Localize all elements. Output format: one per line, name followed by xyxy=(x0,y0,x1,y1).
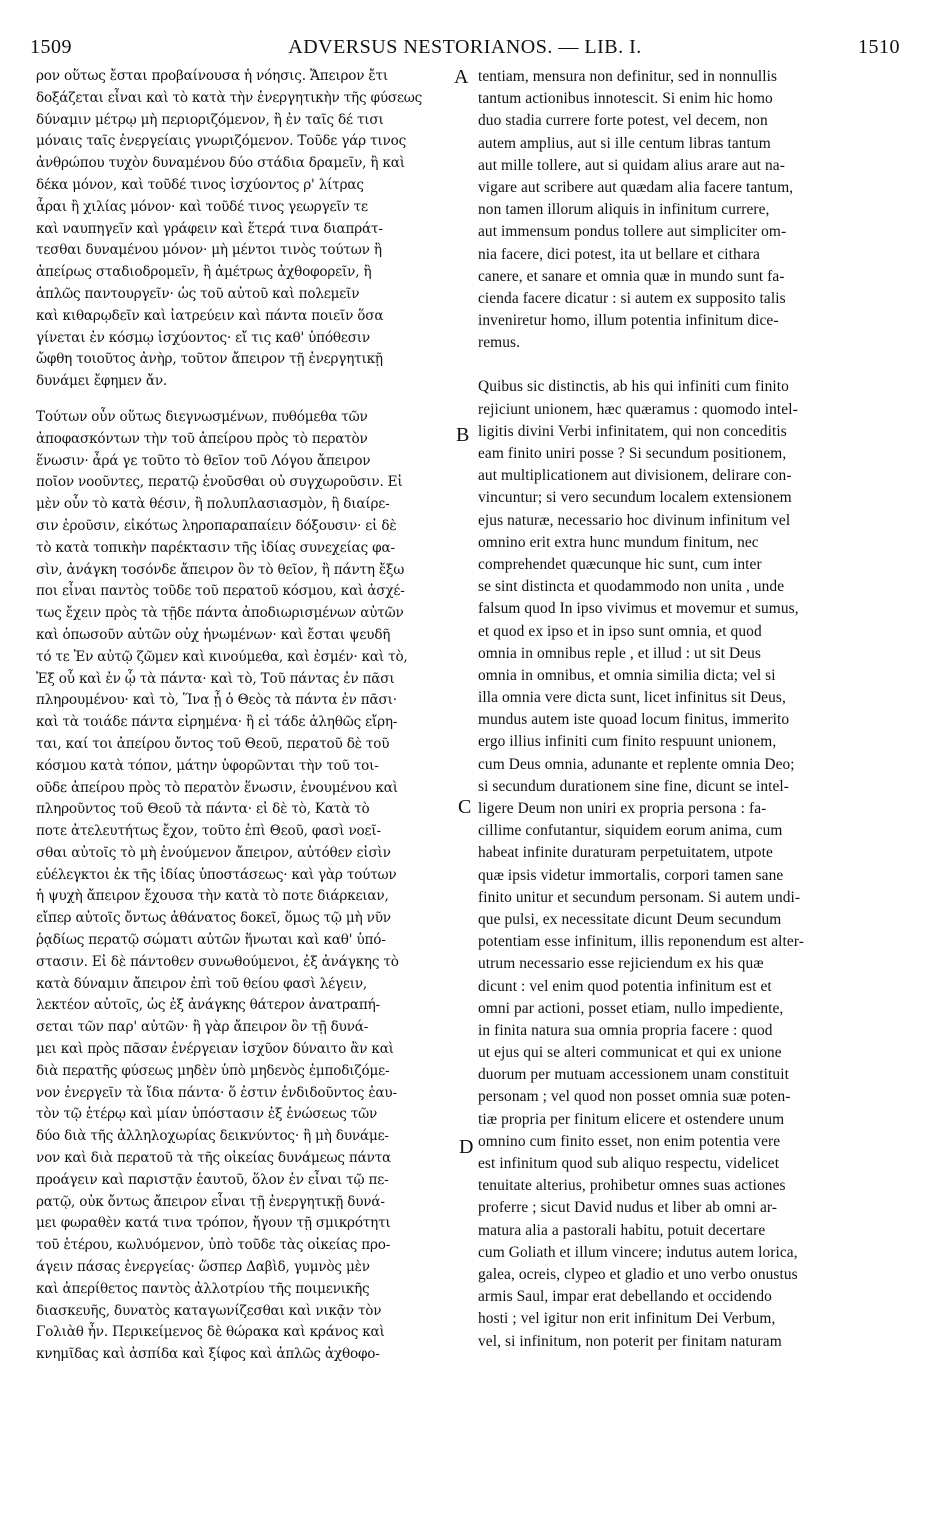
text-line: κόσμου κατὰ τόπον, μάτην ὑφορῶνται τὴν τοῦ τοι- xyxy=(36,757,379,774)
text-line: tenuitate alterius, prohibetur omnes suas actiones xyxy=(478,1177,786,1195)
text-line: et quod ex ipso et in ipso sunt omnia, et quod xyxy=(478,622,762,640)
text-line: tentiam, mensura non definitur, sed in nonnullis xyxy=(478,68,778,85)
text-line: vincuntur; si vero secundum localem extensionem xyxy=(478,489,792,507)
text-line: proferre ; sicut David nudus et liber ab omni ar- xyxy=(478,1199,778,1217)
text-line: remus. xyxy=(478,334,521,352)
text-line: τό τε Ἐν αὐτῷ ζῶμεν καὶ κινούμεθα, καὶ ἐσμέν· καὶ τὸ, xyxy=(36,648,408,665)
text-line: cillime confutantur, siquidem eorum anima, cum xyxy=(478,822,783,840)
text-line: ται, καί τοι ἀπείρου ὄντος τοῦ Θεοῦ, περατοῦ δὲ τοῦ xyxy=(36,735,390,752)
text-line: in finita natura sua omnia propria facere : quod xyxy=(478,1021,773,1039)
text-line: κατὰ δύναμιν ἄπειρον ἐπὶ τοῦ θείου φασὶ λέγειν, xyxy=(36,975,368,992)
text-line: σιν ἐροῦσιν, εἰκότως ληροπαραπαίειν δόξουσιν· εἰ δὲ xyxy=(36,517,397,534)
text-line: eam finito uniri posse ? Si secundum positionem, xyxy=(478,445,787,462)
text-line: omni par actioni, posset etiam, nullo impediente, xyxy=(478,999,784,1017)
text-line: δοξάζεται εἶναι καὶ τὸ κατὰ τὴν ἐνεργητικὴν τῆς φύσεως xyxy=(36,89,423,106)
text-line: τὸν τῷ ἑτέρῳ καὶ μίαν ὑπόστασιν ἐξ ἑνώσεως τῶν xyxy=(36,1106,378,1123)
text-line: εὐέλεγκτοι ἐκ τῆς ἰδίας ὑποστάσεως· καὶ γὰρ τούτων xyxy=(36,866,397,883)
text-line: falsum quod In ipso vivimus et movemur et sumus, xyxy=(478,600,799,618)
text-line: τως ἔχειν πρὸς τὰ τῇδε πάντα ἀποδιωρισμένων αὐτῶν xyxy=(36,605,404,622)
margin-marker-a: A xyxy=(454,66,469,88)
text-line: omnia in omnibus, et omnia similia dicta; vel si xyxy=(478,666,776,684)
text-line: vigare aut scribere aut quædam alia facere tantum, xyxy=(478,178,794,196)
text-line: ἀποφασκόντων τὴν τοῦ ἀπείρου πρὸς τὸ περατὸν xyxy=(36,430,368,447)
text-line: Ἐξ οὗ καὶ ἐν ᾧ τὰ πάντα· καὶ τὸ, Τοῦ πάντας ἐν πᾶσι xyxy=(36,670,395,687)
text-line: πληρουμένου· καὶ τὸ, Ἵνα ᾖ ὁ Θεὸς τὰ πάντα ἐν πᾶσι· xyxy=(36,692,397,709)
text-line: omnino erit extra hunc mundum finitum, nec xyxy=(478,533,759,551)
latin-text-column xyxy=(478,66,890,1353)
paragraph-gap xyxy=(36,393,458,407)
text-line: hosti ; vel igitur non erit infinitum Dei Verbum, xyxy=(478,1310,776,1328)
text-line: μὲν οὖν τὸ κατὰ θέσιν, ἢ πολυπλασιασμὸν, ἢ διαίρε- xyxy=(36,496,390,513)
text-line: canere, et sanare et omnia quæ in mundo sunt fa- xyxy=(478,267,785,285)
text-line: duo stadia currere forte potest, vel decem, non xyxy=(478,112,768,130)
text-line: Τούτων οὖν οὕτως διεγνωσμένων, πυθόμεθα τῶν xyxy=(36,408,368,425)
text-line: potentiam esse infinitum, illis reponendum est alter- xyxy=(478,933,804,951)
text-line: εἴπερ αὐτοῖς ὄντως ἀθάνατος δοκεῖ, ὅμως τῷ μὴ νῦν xyxy=(36,910,391,927)
text-line: ἀπείρως σταδιοδρομεῖν, ἢ ἀμέτρως ἀχθοφορεῖν, ἢ xyxy=(36,264,372,281)
text-line: aut multiplicationem aut divisionem, delirare con- xyxy=(478,467,792,485)
text-line: cienda facere dicatur : si autem ex supposito talis xyxy=(478,289,786,307)
text-line: στασιν. Εἰ δὲ πάντοθεν συνωθούμενοι, ἐξ ἀνάγκης τὸ xyxy=(36,953,399,970)
text-line: ut ejus qui se alteri communicat et qui ex unione xyxy=(478,1044,782,1062)
text-line: προάγειν καὶ παριστᾷν ἑαυτοῦ, ὅλον ἐν εἶναι τῷ πε- xyxy=(36,1171,389,1188)
text-line: νον ἐνεργεῖν τὰ ἴδια πάντα· ὅ ἐστιν ἐνδιδοῦντος ἑαυ- xyxy=(36,1084,397,1101)
text-line: matura alia a pastorali habitu, potuit decertare xyxy=(478,1221,766,1239)
page-number-left: 1509 xyxy=(30,36,72,58)
text-line: rejiciunt unionem, hæc quæramus : quomodo intel- xyxy=(478,400,798,418)
text-line: άγειν πάσας ἐνεργείας· ὥσπερ Δαβὶδ, γυμνὸς μὲν xyxy=(36,1259,370,1276)
text-line: si secundum durationem sine fine, dicunt se intel- xyxy=(478,777,790,795)
text-line: λεκτέον αὐτοῖς, ὡς ἐξ ἀνάγκης θάτερον ἀνατραπή- xyxy=(36,997,380,1014)
text-line: μόναις ταῖς ἐνεργείαις γνωριζόμενον. Τοῦδε γάρ τινος xyxy=(36,133,406,150)
text-line: quæ ipsis videtur immortalis, corpori tamen sane xyxy=(478,866,784,884)
text-line: δέκα μόνον, καὶ τοῦδέ τινος ἰσχύοντος ρ' λίτρας xyxy=(36,176,364,193)
text-line: καὶ κιθαρῳδεῖν καὶ ἰατρεύειν καὶ πάντα ποιεῖν ὅσα xyxy=(36,307,384,324)
text-line: διασκευῆς, δυνατὸς καταγωνίζεσθαι καὶ νικᾷν τὸν xyxy=(36,1302,382,1319)
text-line: mundus autem iste quoad locum finitus, immerito xyxy=(478,711,790,729)
page-number-right: 1510 xyxy=(858,36,900,58)
text-line: Quibus sic distinctis, ab his qui infiniti cum finito xyxy=(478,378,789,396)
text-line: νον καὶ διὰ περατοῦ τὰ τῆς οἰκείας δυνάμεως πάντα xyxy=(36,1150,391,1167)
text-line: Γολιὰθ ἦν. Περικείμενος δὲ θώρακα καὶ κράνος καὶ xyxy=(36,1324,385,1341)
text-line: καὶ ναυπηγεῖν καὶ γράφειν καὶ ἕτερά τινα διαπράτ- xyxy=(36,220,383,237)
text-line: aut immensum pondus tollere aut simpliciter om- xyxy=(478,223,787,241)
margin-marker-b: B xyxy=(456,424,470,446)
text-line: ἆραι ἢ χιλίας μόνον· καὶ τοῦδέ τινος γεωργεῖν τε xyxy=(36,198,368,215)
text-line: est infinitum quod sub aliquo respectu, videlicet xyxy=(478,1155,780,1172)
text-line: vel, si infinitum, non poterit per finitam naturam xyxy=(478,1332,782,1350)
text-line: galea, ocreis, clypeo et gladio et uno verbo onustus xyxy=(478,1265,798,1283)
text-line: illa omnia vere dicta sunt, licet infinitus sit Deus, xyxy=(478,689,786,707)
margin-marker-c: C xyxy=(458,796,472,818)
text-line: τοῦ ἑτέρου, κωλυόμενον, ὑπὸ τοῦδε τὰς οἰκείας προ- xyxy=(36,1237,391,1254)
text-line: ergo illius infiniti cum finito respuunt unionem, xyxy=(478,733,777,751)
text-line: tiæ propria per finitum elicere et ostendere unum xyxy=(478,1110,785,1128)
text-line: μει καὶ πρὸς πᾶσαν ἐνέργειαν ἰσχῦον δύναιτο ἂν καὶ xyxy=(36,1041,394,1058)
text-line: autem amplius, aut si ille centum libras tantum xyxy=(478,134,771,152)
text-line: καὶ ὁπωσοῦν αὐτῶν οὐχ ἡνωμένων· καὶ ἔσται ψευδῆ xyxy=(36,626,391,643)
text-line: armis Saul, impar erat debellando et occidendo xyxy=(478,1288,772,1306)
text-line: que pulsi, ex necessitate dicunt Deum secundum xyxy=(478,910,782,928)
text-line: γίνεται ἐν κόσμῳ ἰσχύοντος· εἴ τις καθ' ὑπόθεσιν xyxy=(36,329,370,346)
greek-text-column xyxy=(36,66,458,1366)
text-line: οῦδε ἀπείρου πρὸς τὸ περατὸν ἕνωσιν, ἑνουμένου καὶ xyxy=(36,779,398,796)
text-line: ποτε ἀτελευτήτως ἔχον, τοῦτο ἐπὶ Θεοῦ, φασὶ νοεῖ- xyxy=(36,823,381,840)
text-line: καὶ τὰ τοιάδε πάντα εἰρημένα· ἢ εἰ τάδε ἀληθῶς εἴρη- xyxy=(36,714,398,731)
text-line: ejus naturæ, necessario hoc divinum infinitum vel xyxy=(478,511,791,529)
text-line: omnino cum finito esset, non enim potentia vere xyxy=(478,1132,781,1150)
text-line: ligitis divini Verbi infinitatem, qui non conceditis xyxy=(478,422,787,440)
text-line: πληροῦντος τοῦ Θεοῦ τὰ πάντα· εἰ δὲ τὸ, Κατὰ τὸ xyxy=(36,801,370,818)
text-line: nia facere, dici potest, ita ut bellare et cithara xyxy=(478,245,760,263)
text-line: omnia in omnibus reple , et illud : ut sit Deus xyxy=(478,644,761,662)
text-line: habeat infinite duraturam perpetuitatem, utpote xyxy=(478,844,773,862)
text-line: μει φωραθὲν κατά τινα τρόπον, ἤγουν τῇ σμικρότητι xyxy=(36,1215,391,1232)
text-line: ρατῷ, οὐκ ὄντως ἄπειρον εἶναι τῇ ἐνεργητικῇ δυνά- xyxy=(36,1193,385,1210)
text-line: non tamen illorum aliquis in infinitum currere, xyxy=(478,201,770,219)
text-line: cum Goliath et illum vincere; indutus autem lorica, xyxy=(478,1243,798,1261)
text-line: διὰ περατῆς φύσεως μηδὲν ὑπὸ μηδενὸς ἐμποδιζόμε- xyxy=(36,1062,390,1079)
text-line: inveniretur homo, illum potentia infinitum dice- xyxy=(478,312,779,330)
text-line: ἕνωσιν· ἆρά γε τοῦτο τὸ θεῖον τοῦ Λόγου ἄπειρον xyxy=(36,452,371,469)
text-line: ῥᾳδίως περατῷ σώματι αὐτῶν ἥνωται καὶ καθ' ὑπό- xyxy=(36,932,386,949)
margin-marker-d: D xyxy=(459,1136,474,1158)
text-line: aut mille tollere, aut si quidam alius arare aut na- xyxy=(478,156,785,174)
text-line: finito unitur et secundum personam. Si autem undi- xyxy=(478,888,801,906)
text-line: δυνάμει ἔφημεν ἄν. xyxy=(36,373,168,390)
text-line: τεσθαι δυναμένου μόνον· μὴ μέντοι τινὸς τούτων ἢ xyxy=(36,242,382,259)
text-line: σὶν, ἀνάγκη τοσόνδε ἄπειρον ὂν τὸ θεῖον, ἢ πάντη ἔξω xyxy=(36,561,405,578)
text-line: ἡ ψυχὴ ἄπειρον ἔχουσα τὴν κατὰ τὸ ποτε διάρκειαν, xyxy=(36,888,389,905)
text-line: καὶ ἀπερίθετος παντὸς ἀλλοτρίου τῆς ποιμενικῆς xyxy=(36,1280,370,1297)
text-line: se sint distincta et quodammodo non unita , unde xyxy=(478,578,785,596)
text-line: σθαι αὐτοῖς τὸ μὴ ἑνούμενον ἄπειρον, αὐτόθεν εἰσὶν xyxy=(36,844,391,861)
text-line: κνημῖδας καὶ ἀσπίδα καὶ ξίφος καὶ ἁπλῶς ἀχθοφο- xyxy=(36,1346,380,1363)
text-line: ὤφθη τοιοῦτος ἀνὴρ, τοῦτον ἄπειρον τῇ ἐνεργητικῇ xyxy=(36,351,383,368)
text-line: personam ; vel quod non posset omnia suæ poten- xyxy=(478,1088,791,1106)
text-line: δύο διὰ τῆς ἀλληλοχωρίας δεικνύντος· ἢ μὴ δυνάμε- xyxy=(36,1128,389,1145)
text-line: comprehendet quæcunque hic sunt, cum inter xyxy=(478,555,762,573)
text-line: duorum per mutuam accessionem unam constituit xyxy=(478,1066,789,1084)
text-line: τὸ κατὰ τοπικὴν παρέκτασιν τῆς ἰδίας συνεχείας φα- xyxy=(36,539,395,556)
text-line: ρον οὕτως ἔσται προβαίνουσα ἡ νόησις. Ἄπειρον ἔτι xyxy=(36,68,388,84)
text-line: utrum necessario esse rejiciendum ex his quæ xyxy=(478,955,764,973)
running-header xyxy=(30,36,900,66)
text-line: tantum actionibus innotescit. Si enim hic homo xyxy=(478,90,773,108)
paragraph-gap xyxy=(478,354,890,376)
text-line: ποῖον νοοῦντες, περατῷ ἑνοῦσθαι οὐ συγχωροῦσιν. Εἰ xyxy=(36,474,403,491)
text-line: ἁπλῶς παντουργεῖν· ὡς τοῦ αὐτοῦ καὶ πολεμεῖν xyxy=(36,285,360,302)
text-line: δύναμιν μέτρῳ μὴ περιοριζόμενον, ἢ ἐν ταῖς δέ τισι xyxy=(36,111,384,128)
text-line: cum Deus omnia, adunante et replente omnia Deo; xyxy=(478,755,795,773)
text-line: ποι εἶναι παντὸς τοῦδε τοῦ περατοῦ κόσμου, καὶ ἀσχέ- xyxy=(36,583,405,600)
text-line: ἀνθρώπου τυχὸν δυναμένου δύο στάδια δραμεῖν, ἢ καὶ xyxy=(36,155,405,172)
text-line: σεται τῶν παρ' αὐτῶν· ἢ γὰρ ἄπειρον ὂν τῇ δυνά- xyxy=(36,1019,369,1036)
text-line: dicunt : vel enim quod potentia infinitum est et xyxy=(478,977,772,995)
running-title: ADVERSUS NESTORIANOS. — LIB. I. xyxy=(288,36,642,58)
text-line: ligere Deum non uniri ex propria persona : fa- xyxy=(478,800,767,817)
